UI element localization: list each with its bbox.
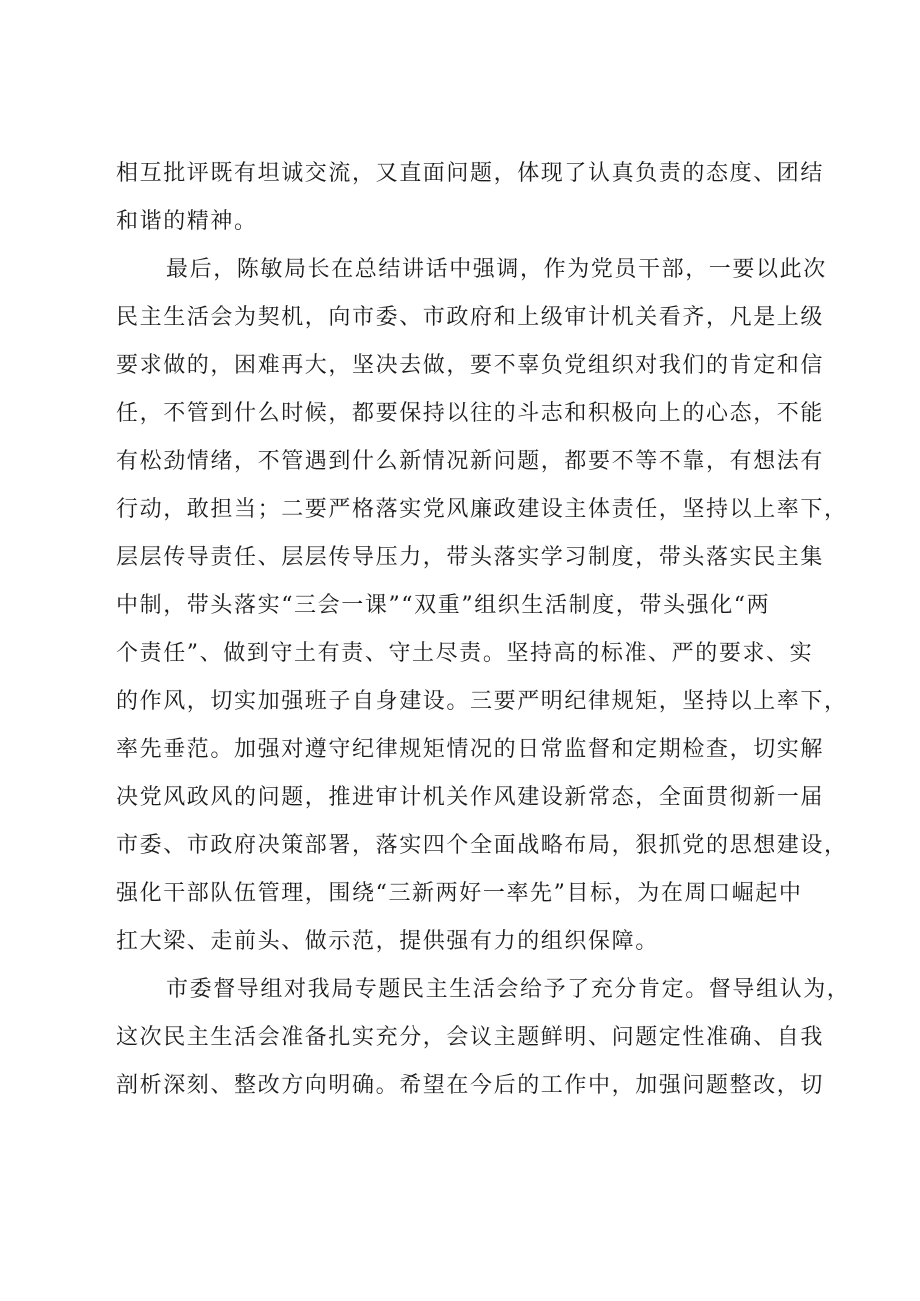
document-body <box>116 150 851 1110</box>
paragraph-line: 强化干部队伍管理，围绕“三新两好一率先”目标，为在周口崛起中 <box>116 881 803 906</box>
paragraph-line: 中制，带头落实“三会一课”“双重”组织生活制度，带头强化“两 <box>116 593 771 618</box>
paragraph-line: 和谐的精神。 <box>116 209 258 234</box>
paragraph-line: 层层传导责任、层层传导压力，带头落实学习制度，带头落实民主集 <box>116 545 825 570</box>
paragraph-line: 率先垂范。加强对遵守纪律规矩情况的日常监督和定期检查，切实解 <box>116 737 825 762</box>
paragraph-line: 要求做的，困难再大，坚决去做，要不辜负党组织对我们的肯定和信 <box>116 353 825 378</box>
paragraph-line: 扛大梁、走前头、做示范，提供强有力的组织保障。 <box>116 929 659 954</box>
paragraph-line: 决党风政风的问题，推进审计机关作风建设新常态，全面贯彻新一届 <box>116 785 825 810</box>
paragraph-line: 任，不管到什么时候，都要保持以往的斗志和积极向上的心态，不能 <box>116 401 825 426</box>
paragraph-line: 剖析深刻、整改方向明确。希望在今后的工作中，加强问题整改，切 <box>116 1073 825 1098</box>
paragraph-line: 市委督导组对我局专题民主生活会给予了充分肯定。督导组认为， <box>166 977 851 1002</box>
paragraph-line: 相互批评既有坦诚交流，又直面问题，体现了认真负责的态度、团结 <box>116 161 825 186</box>
paragraph-line: 民主生活会为契机，向市委、市政府和上级审计机关看齐，凡是上级 <box>116 305 825 330</box>
paragraph-line: 市委、市政府决策部署，落实四个全面战略布局，狠抓党的思想建设， <box>116 833 848 858</box>
paragraph-line: 行动，敢担当；二要严格落实党风廉政建设主体责任，坚持以上率下， <box>116 497 848 522</box>
paragraph-line: 个责任”、做到守土有责、守土尽责。坚持高的标准、严的要求、实 <box>116 641 814 666</box>
paragraph-line: 这次民主生活会准备扎实充分，会议主题鲜明、问题定性准确、自我 <box>116 1025 825 1050</box>
paragraph-line: 的作风，切实加强班子自身建设。三要严明纪律规矩，坚持以上率下， <box>116 689 848 714</box>
paragraph-line: 最后，陈敏局长在总结讲话中强调，作为党员干部，一要以此次 <box>166 257 827 282</box>
paragraph-line: 有松劲情绪，不管遇到什么新情况新问题，都要不等不靠，有想法有 <box>116 449 825 474</box>
